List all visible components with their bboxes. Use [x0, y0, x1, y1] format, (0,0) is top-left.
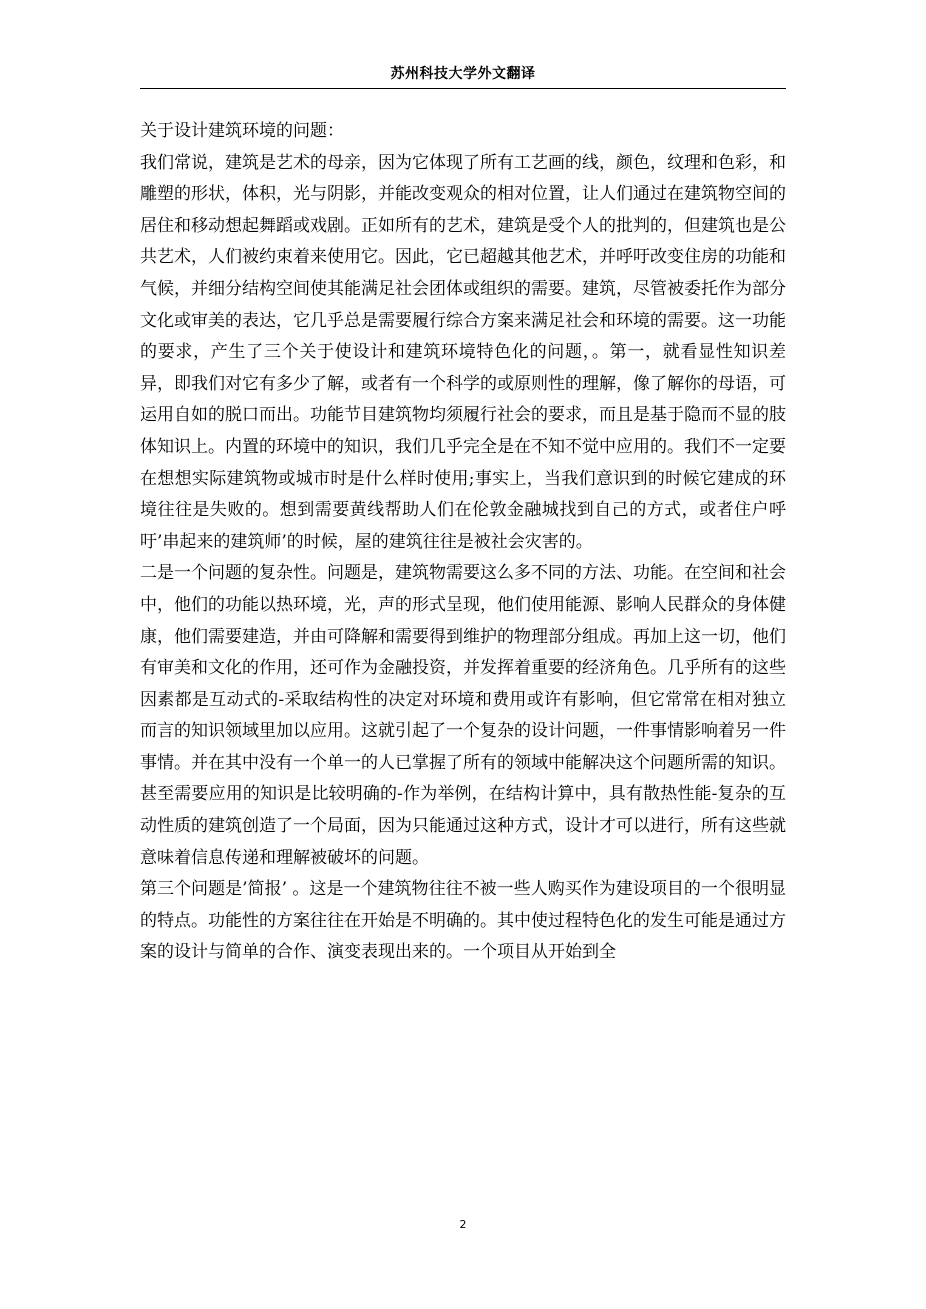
page-header-title: 苏州科技大学外文翻译	[390, 66, 536, 82]
document-body	[140, 116, 786, 969]
section-heading: 关于设计建筑环境的问题：	[140, 121, 344, 141]
page-number: 2	[459, 1218, 467, 1231]
paragraph-1: 我们常说，建筑是艺术的母亲，因为它体现了所有工艺画的线，颜色，纹理和色彩，和雕塑的形状，体积，光与阴影，并能改变观众的相对位置，让人们通过在建筑物空间的居住和移动想起舞蹈或戏剧。正如所有的艺术，建筑是受个人的批判的，但建筑也是公共艺术，人们被约束着来使用它。因此，它已超越其他艺术，并呼吁改变住房的功能和气候，并细分结构空间使其能满足社会团体或组织的需要。建筑，尽管被委托作为部分文化或审美的表达，它几乎总是需要履行综合方案来满足社会和环境的需要。这一功能的要求，产生了三个关于使设计和建筑环境特色化的问题，。第一，就看显性知识差异，即我们对它有多少了解，或者有一个科学的或原则性的理解，像了解你的母语，可运用自如的脱口而出。功能节目建筑物均须履行社会的要求，而且是基于隐而不显的肢体知识上。内置的环境中的知识，我们几乎完全是在不知不觉中应用的。我们不一定要在想想实际建筑物或城市时是什么样时使用;事实上，当我们意识到的时候它建成的环境往往是失败的。想到需要黄线帮助人们在伦敦金融城找到自己的方式，或者住户呼吁’串起来的建筑师’的时候，屋的建筑往往是被社会灾害的。	[140, 152, 786, 552]
paragraph-3: 第三个问题是’简报’ 。这是一个建筑物往往不被一些人购买作为建设项目的一个很明显的特点。功能性的方案往往在开始是不明确的。其中使过程特色化的发生可能是通过方案的设计与简单的合作、演变表现出来的。一个项目从开始到全	[140, 879, 786, 963]
header-divider	[140, 88, 786, 89]
paragraph-2: 二是一个问题的复杂性。问题是，建筑物需要这么多不同的方法、功能。在空间和社会中，他们的功能以热环境，光，声的形式呈现，他们使用能源、影响人民群众的身体健康，他们需要建造，并由可降解和需要得到维护的物理部分组成。再加上这一切，他们有审美和文化的作用，还可作为金融投资，并发挥着重要的经济角色。几乎所有的这些因素都是互动式的-采取结构性的决定对环境和费用或许有影响，但它常常在相对独立而言的知识领域里加以应用。这就引起了一个复杂的设计问题，一件事情影响着另一件事情。并在其中没有一个单一的人已掌握了所有的领域中能解决这个问题所需的知识。甚至需要应用的知识是比较明确的-作为举例，在结构计算中，具有散热性能-复杂的互动性质的建筑创造了一个局面，因为只能通过这种方式，设计才可以进行，所有这些就意味着信息传递和理解被破坏的问题。	[140, 563, 786, 868]
